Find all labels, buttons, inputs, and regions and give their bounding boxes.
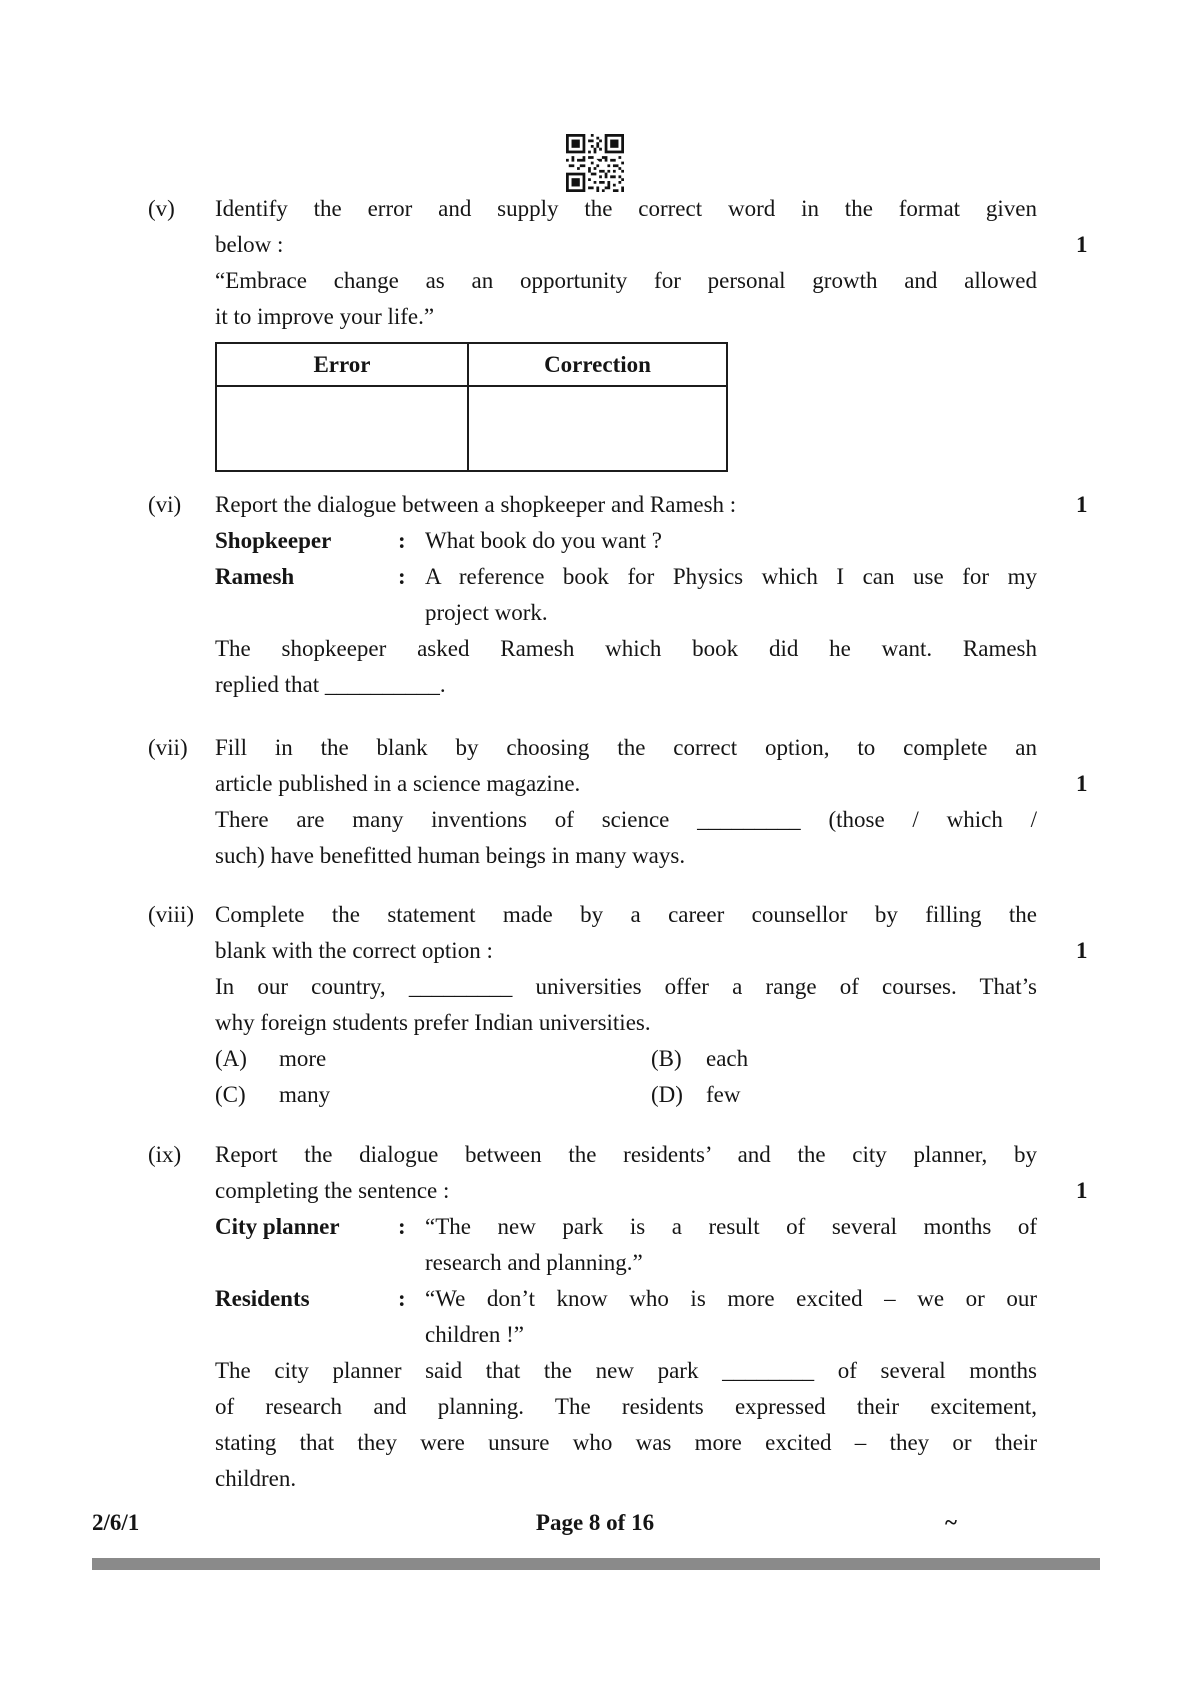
- error-correction-table: [215, 342, 728, 472]
- text-line: The shopkeeper asked Ramesh which book did he want. Ramesh: [215, 636, 1037, 661]
- text-line: replied that __________.: [215, 672, 446, 697]
- question-number: (viii): [148, 902, 194, 927]
- dialogue-row: [215, 1281, 1037, 1353]
- text-line: it to improve your life.”: [215, 304, 435, 329]
- option-a-label: (A): [215, 1046, 247, 1071]
- table-header-row: [216, 343, 727, 386]
- marks-value: 1: [1076, 492, 1088, 517]
- question-number: (v): [148, 196, 175, 221]
- text-line: stating that they were unsure who was more excited – they or their: [215, 1430, 1037, 1455]
- qr-code-icon: [566, 134, 624, 192]
- text-line: completing the sentence :: [215, 1178, 450, 1203]
- question-text: [215, 487, 1037, 523]
- option-b-label: (B): [651, 1046, 682, 1071]
- question-body: [215, 487, 1037, 703]
- dialogue-row: [215, 559, 1037, 631]
- text-line: such) have benefitted human beings in many ways.: [215, 843, 686, 868]
- speaker-name: City planner: [215, 1214, 340, 1239]
- question-ix: [148, 1137, 1088, 1497]
- question-text: [215, 897, 1037, 969]
- text-line: There are many inventions of science _________ (those / which /: [215, 807, 1037, 832]
- text-line: research and planning.”: [425, 1250, 643, 1275]
- dialogue-row: [215, 523, 1037, 559]
- text-line: “Embrace change as an opportunity for personal growth and allowed: [215, 268, 1037, 293]
- question-vi: [148, 487, 1088, 703]
- text-line: Complete the statement made by a career counsellor by filling the: [215, 902, 1037, 927]
- options-row: [215, 1077, 1037, 1113]
- speaker-name: Shopkeeper: [215, 528, 332, 553]
- quoted-sentence: [215, 263, 1037, 335]
- text-line: Report the dialogue between the residents’ and the city planner, by: [215, 1142, 1037, 1167]
- option-a-text: more: [279, 1046, 327, 1071]
- dialogue-colon: :: [398, 564, 406, 589]
- option-d-text: few: [706, 1082, 741, 1107]
- question-text: [215, 730, 1037, 802]
- footer-tilde-mark: ~: [945, 1510, 957, 1535]
- table-header-correction: Correction: [468, 343, 727, 386]
- text-line: The city planner said that the new park ________ of several months: [215, 1358, 1037, 1383]
- text-line: A reference book for Physics which I can use for my: [425, 564, 1037, 589]
- question-number: (vii): [148, 735, 188, 760]
- question-body: [215, 897, 1037, 1113]
- question-number: (ix): [148, 1142, 182, 1167]
- question-text: [215, 1137, 1037, 1209]
- page-number: Page 8 of 16: [535, 1510, 655, 1535]
- text-line: “The new park is a result of several months of: [425, 1214, 1037, 1239]
- question-number: (vi): [148, 492, 182, 517]
- table-header-error: Error: [216, 343, 468, 386]
- text-line: why foreign students prefer Indian universities.: [215, 1010, 651, 1035]
- dialogue-row: [215, 1209, 1037, 1281]
- dialogue-text: [425, 559, 1037, 631]
- text-line: of research and planning. The residents expressed their excitement,: [215, 1394, 1037, 1419]
- options-row: [215, 1041, 1037, 1077]
- dialogue-text: [425, 1281, 1037, 1353]
- speaker-name: Ramesh: [215, 564, 295, 589]
- text-line: article published in a science magazine.: [215, 771, 581, 796]
- text-line: Identify the error and supply the correct word in the format given: [215, 196, 1037, 221]
- question-viii: [148, 897, 1088, 1113]
- option-b-text: each: [706, 1046, 749, 1071]
- marks-value: 1: [1076, 232, 1088, 257]
- text-line: project work.: [425, 600, 548, 625]
- question-body: [215, 1137, 1037, 1497]
- text-line: below :: [215, 232, 284, 257]
- option-c-text: many: [279, 1082, 331, 1107]
- table-cell-correction: [468, 386, 727, 471]
- option-d-label: (D): [651, 1082, 683, 1107]
- text-line: Report the dialogue between a shopkeeper and Ramesh :: [215, 492, 737, 517]
- dialogue-colon: :: [398, 528, 406, 553]
- marks-value: 1: [1076, 938, 1088, 963]
- fill-blank-text: [215, 969, 1037, 1041]
- text-line: blank with the correct option :: [215, 938, 493, 963]
- option-c-label: (C): [215, 1082, 246, 1107]
- question-body: [215, 191, 1037, 472]
- footer-divider-bar: [92, 1558, 1100, 1570]
- table-row: [216, 386, 727, 471]
- dialogue-text: [425, 1209, 1037, 1281]
- reported-speech-text: [215, 631, 1037, 703]
- question-vii: [148, 730, 1088, 874]
- text-line: What book do you want ?: [425, 528, 662, 553]
- question-body: [215, 730, 1037, 874]
- text-line: Fill in the blank by choosing the correct option, to complete an: [215, 735, 1037, 760]
- dialogue-colon: :: [398, 1286, 406, 1311]
- table-cell-error: [216, 386, 468, 471]
- text-line: In our country, _________ universities offer a range of courses. That’s: [215, 974, 1037, 999]
- dialogue-colon: :: [398, 1214, 406, 1239]
- dialogue-text: [425, 523, 1037, 559]
- text-line: “We don’t know who is more excited – we or our: [425, 1286, 1037, 1311]
- text-line: children !”: [425, 1322, 524, 1347]
- speaker-name: Residents: [215, 1286, 310, 1311]
- marks-value: 1: [1076, 1178, 1088, 1203]
- question-text: [215, 191, 1037, 263]
- marks-value: 1: [1076, 771, 1088, 796]
- question-v: [148, 191, 1088, 472]
- reported-speech-text: [215, 1353, 1037, 1497]
- paper-code: 2/6/1: [92, 1510, 140, 1535]
- fill-blank-text: [215, 802, 1037, 874]
- text-line: children.: [215, 1466, 297, 1491]
